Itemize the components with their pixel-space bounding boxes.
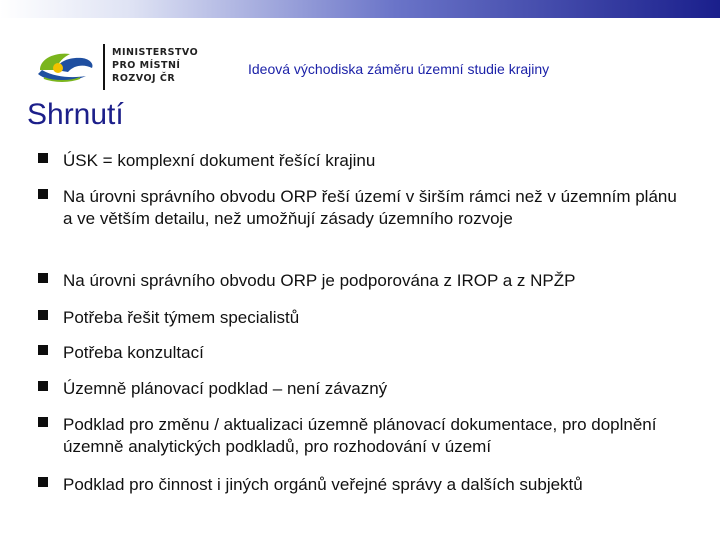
bullet-text: Podklad pro činnost i jiných orgánů veřejné správy a dalších subjektů [63, 475, 583, 494]
top-gradient-bar [0, 0, 720, 18]
bullet-text: Potřeba řešit týmem specialistů [63, 308, 300, 327]
logo-divider [103, 44, 105, 90]
bullet-square-icon [38, 189, 48, 199]
bullet-text: Podklad pro změnu / aktualizaci územně plánovací dokumentace, pro doplnění územně analytických podkladů, pro rozhodování v území [63, 415, 657, 456]
ministry-name-line: PRO MÍSTNÍ [112, 60, 181, 71]
bullet-text: ÚSK = komplexní dokument řešící krajinu [63, 151, 376, 170]
ministry-name-line: ROZVOJ ČR [112, 73, 176, 84]
bullet-square-icon [38, 153, 48, 163]
bullet-text: Na úrovni správního obvodu ORP je podporována z IROP a z NPŽP [63, 271, 576, 290]
bullet-square-icon [38, 417, 48, 427]
ministry-emblem-icon [34, 48, 98, 86]
bullet-text: Územně plánovací podklad – není závazný [63, 379, 388, 398]
bullet-square-icon [38, 310, 48, 320]
slide-title: Shrnutí [27, 98, 124, 131]
bullet-square-icon [38, 345, 48, 355]
ministry-name [112, 46, 198, 85]
presentation-subtitle: Ideová východiska záměru územní studie krajiny [248, 61, 550, 77]
bullet-square-icon [38, 477, 48, 487]
ministry-logo [34, 44, 209, 94]
bullet-text: Potřeba konzultací [63, 343, 204, 362]
bullet-square-icon [38, 381, 48, 391]
ministry-name-line: MINISTERSTVO [112, 47, 199, 58]
bullet-square-icon [38, 273, 48, 283]
bullet-text: Na úrovni správního obvodu ORP řeší území v širším rámci než v územním plánu a ve větším detailu, než umožňují zásady územního rozvoje [63, 187, 677, 228]
